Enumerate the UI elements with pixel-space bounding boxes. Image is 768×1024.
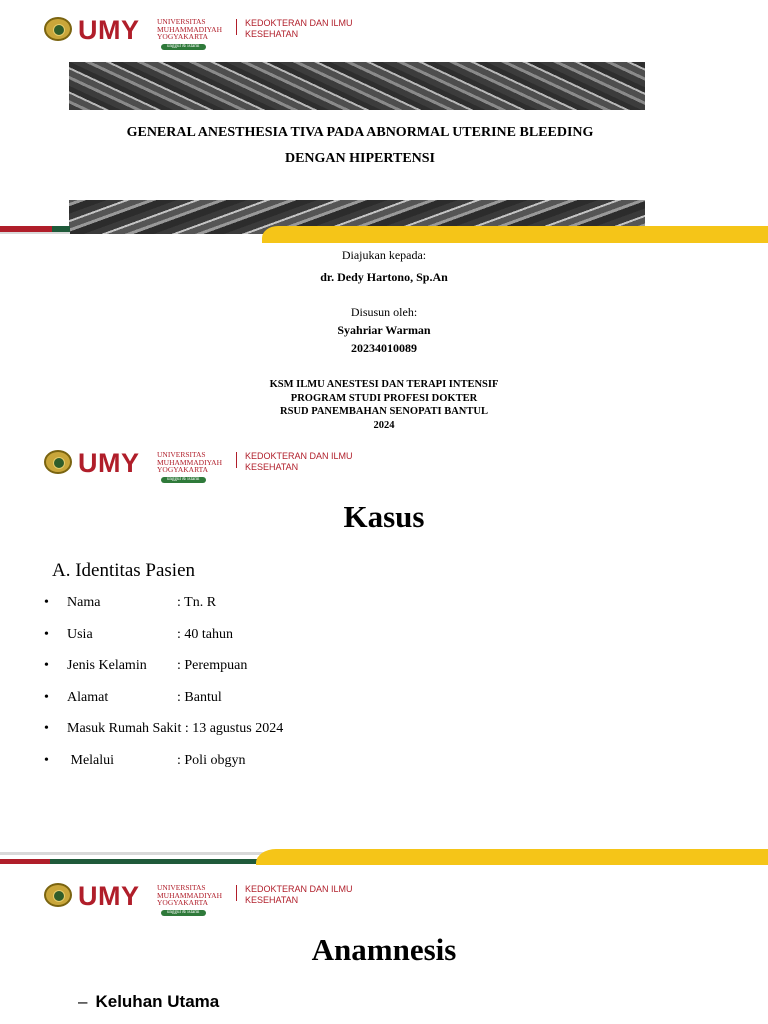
student-id: 20234010089 xyxy=(351,341,417,355)
dash-icon: – xyxy=(78,992,88,1011)
logo-faculty: KEDOKTERAN DAN ILMU KESEHATAN xyxy=(245,18,353,39)
cover-title: GENERAL ANESTHESIA TIVA PADA ABNORMAL UTERINE BLEEDING DENGAN HIPERTENSI xyxy=(126,125,594,166)
stripe-gray xyxy=(0,232,70,234)
submitted-to-label: Diajukan kepada: xyxy=(341,248,427,262)
umy-logo xyxy=(44,15,364,49)
stripe-yellow xyxy=(262,226,768,243)
author-name: Syahriar Warman xyxy=(337,323,431,337)
bullet-icon: • xyxy=(44,595,49,610)
list-item-keluhan-utama: – Keluhan Utama xyxy=(78,992,220,1011)
stripe-red xyxy=(0,859,50,864)
umy-logo xyxy=(44,448,364,482)
logo-brand: UMY xyxy=(78,881,140,911)
logo-divider xyxy=(236,452,237,468)
stripe-yellow xyxy=(256,849,768,865)
umy-seal-icon xyxy=(44,883,72,907)
bullet-icon: • xyxy=(44,627,49,642)
stripe-green xyxy=(50,859,260,864)
institution: KSM ILMU ANESTESI DAN TERAPI INTENSIF PROGRAM STUDI PROFESI DOKTER RSUD PANEMBAHAN SENOPATI BANTUL 2024 xyxy=(269,379,499,431)
section-title-identitas: A. Identitas Pasien xyxy=(52,560,196,581)
aerial-photo-top xyxy=(69,62,645,110)
logo-divider xyxy=(236,19,237,35)
logo-faculty: KEDOKTERAN DAN ILMU KESEHATAN xyxy=(245,451,353,472)
logo-brand: UMY xyxy=(78,15,140,45)
submitted-to: dr. Dedy Hartono, Sp.An xyxy=(320,270,448,284)
stripe-gray xyxy=(0,852,270,855)
logo-university: UNIVERSITAS MUHAMMADIYAH YOGYAKARTA unggul & islami xyxy=(157,17,223,49)
logo-university: UNIVERSITAS MUHAMMADIYAH YOGYAKARTA unggul & islami xyxy=(157,883,223,915)
bullet-icon: • xyxy=(44,658,49,673)
bullet-icon: • xyxy=(44,721,49,736)
umy-seal-icon xyxy=(44,450,72,474)
bullet-icon: • xyxy=(44,753,49,768)
umy-logo xyxy=(44,881,364,915)
logo-brand: UMY xyxy=(78,448,140,478)
slide-heading-kasus: Kasus xyxy=(343,499,425,534)
logo-divider xyxy=(236,885,237,901)
slide-heading-anamnesis: Anamnesis xyxy=(311,932,457,967)
prepared-by-label: Disusun oleh: xyxy=(350,305,418,319)
umy-seal-icon xyxy=(44,17,72,41)
logo-university: UNIVERSITAS MUHAMMADIYAH YOGYAKARTA unggul & islami xyxy=(157,450,223,482)
bullet-icon: • xyxy=(44,690,49,705)
logo-faculty: KEDOKTERAN DAN ILMU KESEHATAN xyxy=(245,884,353,905)
